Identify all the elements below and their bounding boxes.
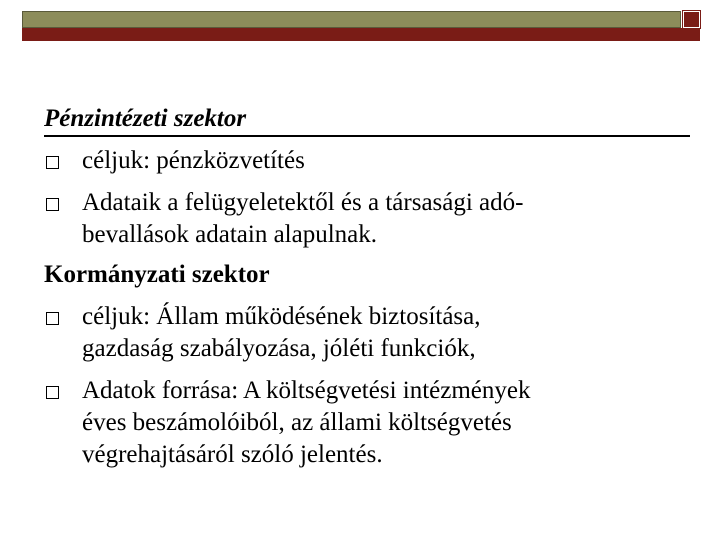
- bullet-item: [44, 375, 704, 471]
- bullet-text-line: Adataik a felügyeletektől és a társasági adó-: [82, 189, 524, 216]
- hollow-square-bullet-icon: [46, 386, 59, 399]
- bullet-item: [44, 145, 704, 177]
- slide-content: [44, 103, 704, 471]
- hollow-square-bullet-icon: [46, 198, 59, 211]
- bullet-item: [44, 187, 704, 251]
- hollow-square-bullet-icon: [46, 156, 59, 169]
- bullet-text-line: bevallások adatain alapulnak.: [82, 221, 378, 248]
- bullet-text: céljuk: pénzközvetítés: [82, 147, 305, 174]
- decorative-corner-square: [683, 11, 700, 28]
- bullet-text-line: gazdaság szabályozása, jóléti funkciók,: [82, 335, 476, 362]
- bullet-text-line: Adatok forrása: A költségvetési intézmények: [82, 377, 531, 404]
- bullet-text-line: éves beszámolóiból, az állami költségvetés: [82, 409, 512, 436]
- bullet-text-line: céljuk: Állam működésének biztosítása,: [82, 303, 481, 330]
- decorative-header-bar: [22, 11, 681, 28]
- decorative-header-stripe: [22, 28, 700, 41]
- bullet-text-line: végrehajtásáról szóló jelentés.: [82, 441, 383, 468]
- hollow-square-bullet-icon: [46, 312, 59, 325]
- section-heading-financial: Pénzintézeti szektor: [44, 105, 247, 132]
- section-heading-government: Kormányzati szektor: [44, 261, 270, 288]
- bullet-item: [44, 301, 704, 365]
